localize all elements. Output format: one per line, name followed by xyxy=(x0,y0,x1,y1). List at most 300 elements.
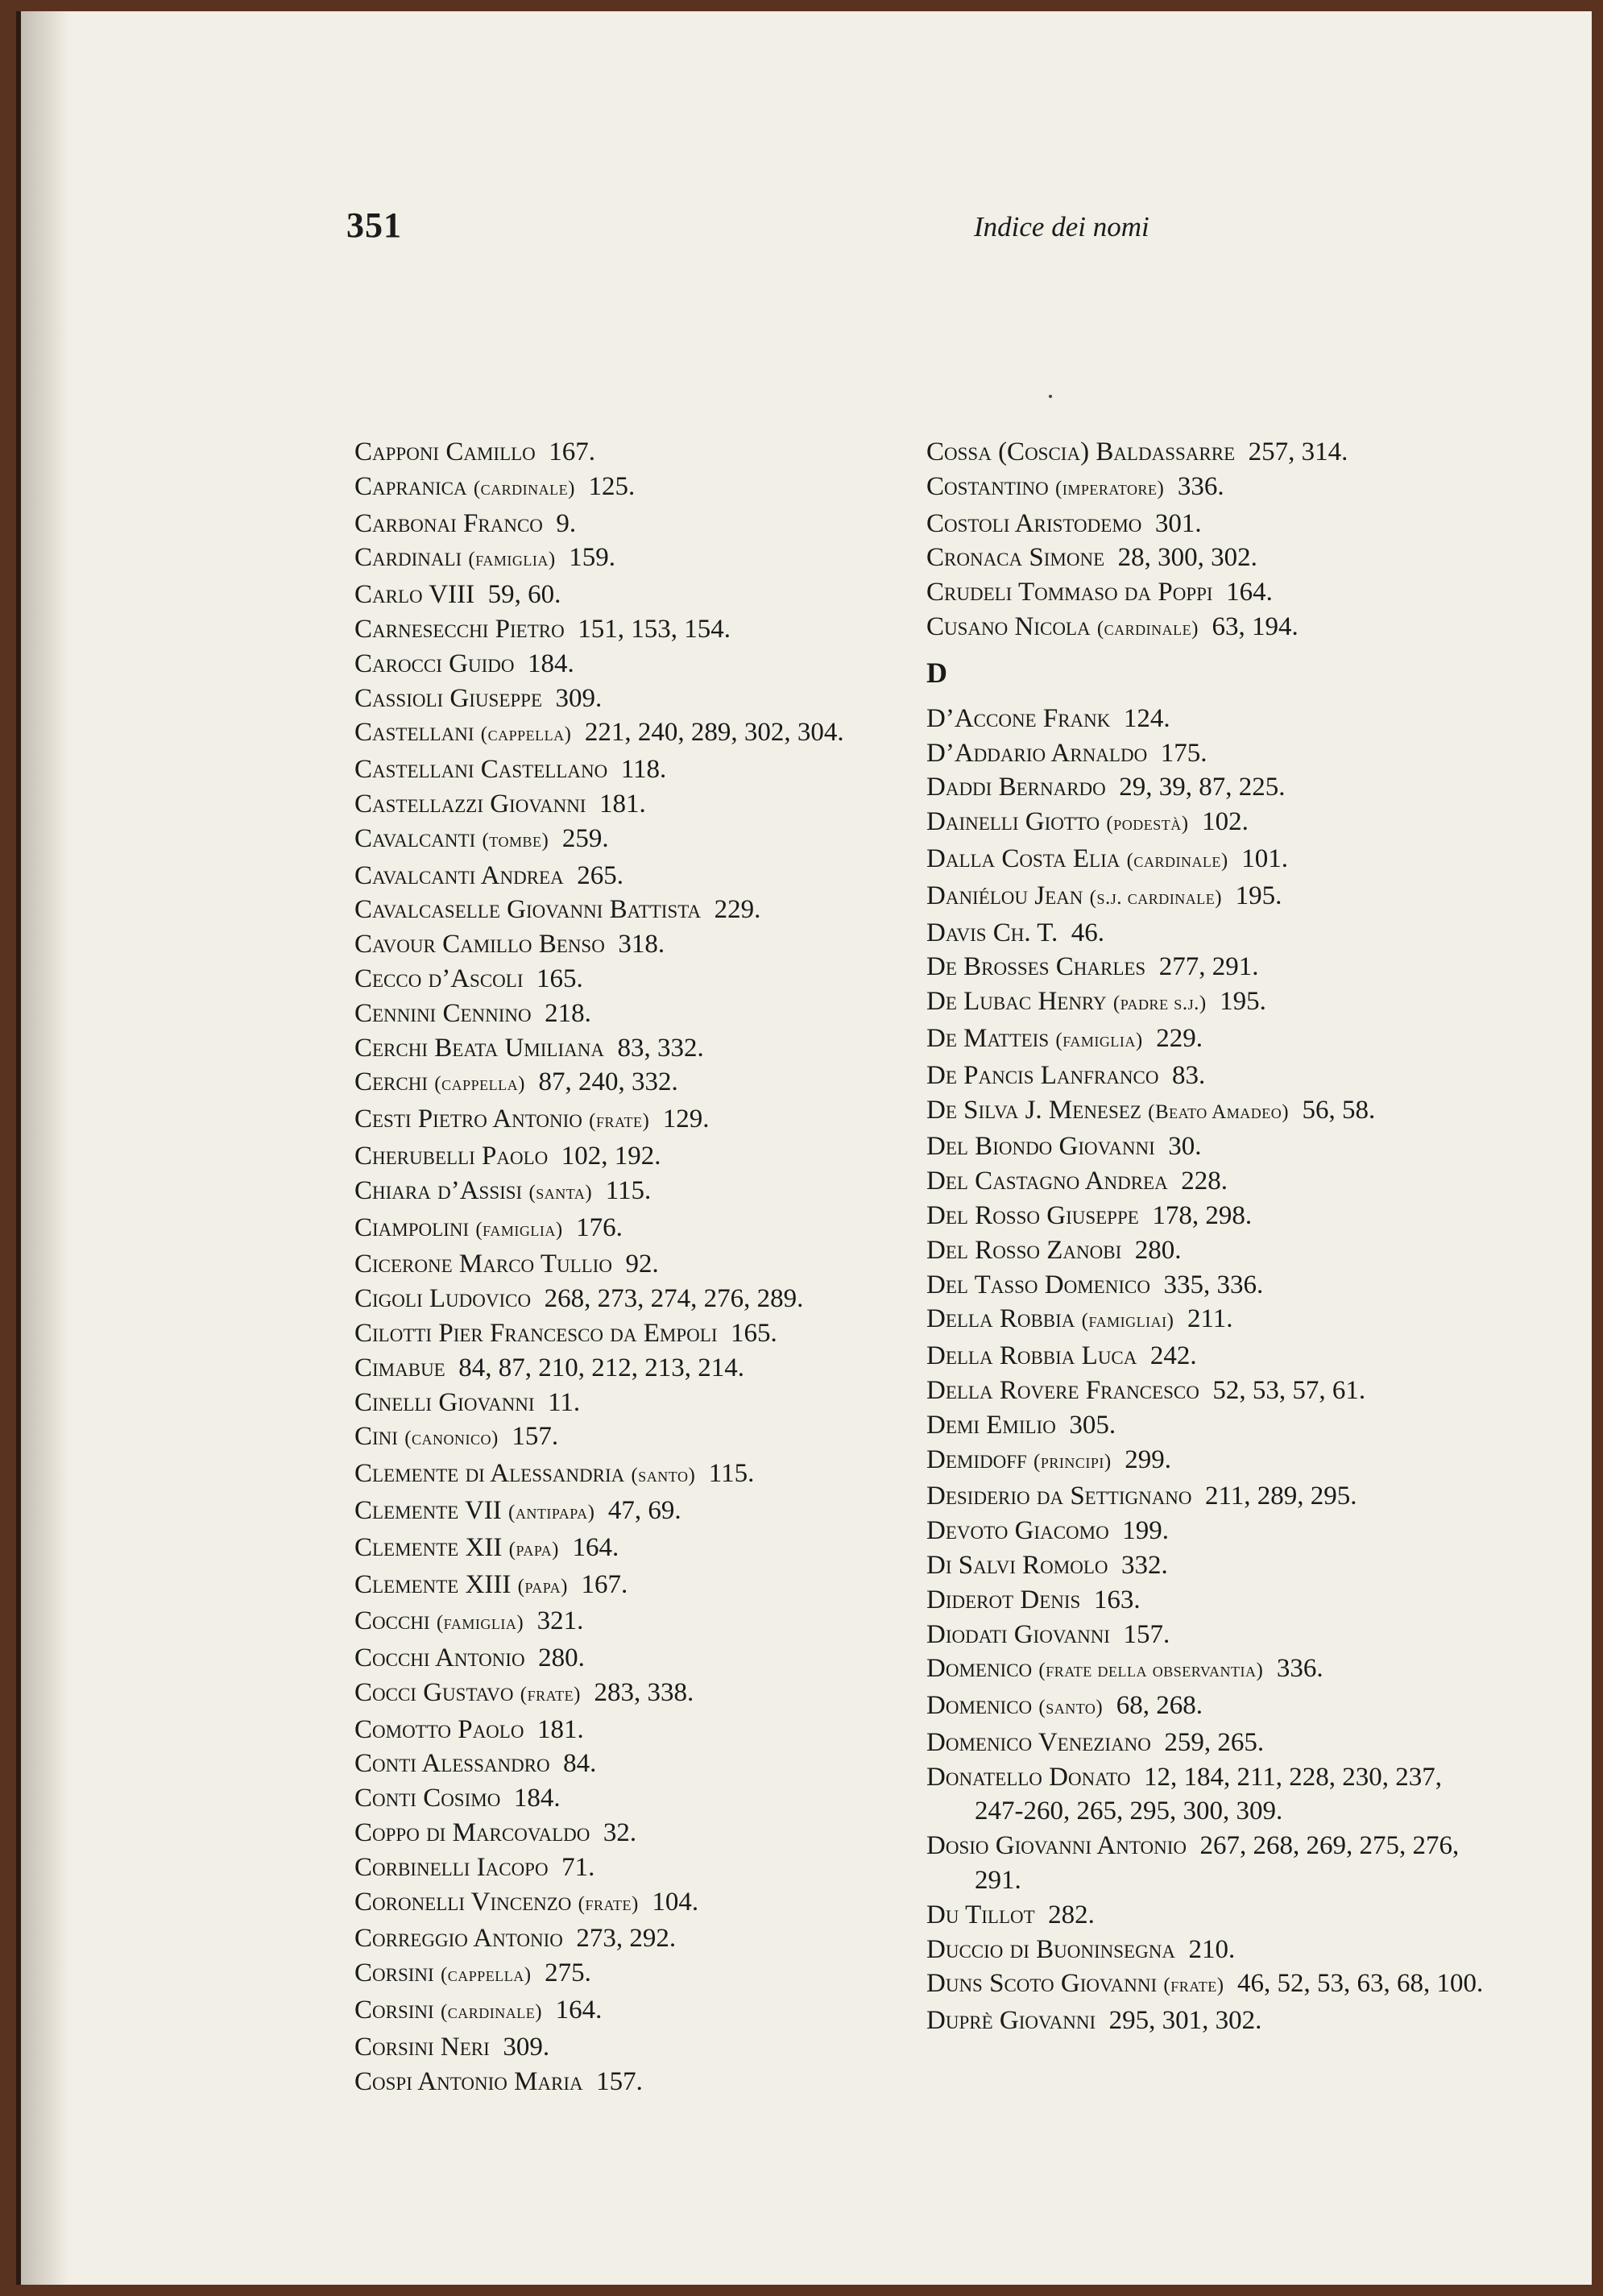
index-entry xyxy=(354,682,902,716)
index-entry xyxy=(926,470,1490,507)
entry-pages: 71. xyxy=(561,1852,595,1882)
entry-name: Cardinali xyxy=(354,543,462,573)
index-entry xyxy=(926,541,1490,575)
entry-name: De Pancis Lanfranco xyxy=(926,1060,1159,1090)
entry-pages: 282. xyxy=(1048,1900,1095,1929)
entry-pages: 102. xyxy=(1202,807,1249,837)
entry-name: Demi Emilio xyxy=(926,1410,1056,1440)
entry-pages: 181. xyxy=(599,789,646,819)
entry-qualifier: (frate) xyxy=(589,1110,650,1133)
entry-pages: 165. xyxy=(730,1318,777,1348)
entry-name: Duccio di Buoninsegna xyxy=(926,1934,1175,1964)
index-entry xyxy=(354,1247,902,1282)
page-number: 351 xyxy=(346,205,402,245)
entry-name: Chiara d’Assisi xyxy=(354,1175,523,1205)
entry-pages: 181. xyxy=(536,1714,584,1744)
entry-qualifier: (santo) xyxy=(1038,1697,1104,1719)
entry-pages: 125. xyxy=(588,471,636,501)
index-entry xyxy=(926,1967,1490,2004)
entry-qualifier: (cappella) xyxy=(480,723,572,746)
index-entry xyxy=(354,2065,902,2099)
entry-name: Crudeli Tommaso da Poppi xyxy=(926,578,1213,607)
index-entry xyxy=(354,1568,902,1605)
entry-pages: 30. xyxy=(1168,1132,1202,1162)
index-entry xyxy=(354,1316,902,1351)
index-entry xyxy=(354,1531,902,1568)
entry-name: Davis Ch. T. xyxy=(926,918,1058,947)
entry-name: Comotto Paolo xyxy=(354,1714,524,1744)
entry-pages: 83, 332. xyxy=(617,1033,704,1063)
index-entry xyxy=(926,950,1490,984)
entry-name: Conti Alessandro xyxy=(354,1749,550,1779)
entry-name: Dalla Costa Elia xyxy=(926,843,1120,873)
index-entry xyxy=(354,1713,902,1747)
entry-qualifier: (podestà) xyxy=(1106,813,1189,835)
index-entry xyxy=(354,822,902,859)
entry-name: Diodati Giovanni xyxy=(926,1619,1110,1649)
index-entry xyxy=(354,1386,902,1420)
entry-pages: 52, 53, 57, 61. xyxy=(1212,1375,1366,1405)
entry-pages: 176. xyxy=(576,1212,623,1242)
entry-name: Del Biondo Giovanni xyxy=(926,1132,1155,1162)
entry-name: Corbinelli Iacopo xyxy=(354,1852,549,1882)
index-entry xyxy=(926,1652,1490,1689)
entry-name: Cocchi Antonio xyxy=(354,1643,525,1673)
entry-qualifier: (frate) xyxy=(520,1683,581,1705)
entry-name: Carbonai Franco xyxy=(354,508,543,538)
entry-name: Di Salvi Romolo xyxy=(926,1550,1108,1580)
entry-pages: 165. xyxy=(536,964,583,993)
entry-pages: 283, 338. xyxy=(594,1677,694,1707)
entry-name: Clemente di Alessandria xyxy=(354,1459,625,1489)
entry-pages: 83. xyxy=(1171,1060,1206,1090)
index-entry xyxy=(926,805,1490,842)
entry-pages: 273, 292. xyxy=(576,1924,677,1954)
entry-name: Desiderio da Settignano xyxy=(926,1482,1192,1511)
entry-qualifier: (cappella) xyxy=(440,1964,532,1987)
entry-name: Cherubelli Paolo xyxy=(354,1141,549,1171)
index-entry xyxy=(926,1164,1490,1199)
index-entry xyxy=(354,1139,902,1174)
entry-pages: 336. xyxy=(1276,1654,1323,1684)
entry-qualifier: (frate della observantia) xyxy=(1038,1660,1264,1682)
entry-pages: 151, 153, 154. xyxy=(578,614,731,644)
entry-name: Conti Cosimo xyxy=(354,1784,501,1813)
entry-pages: 332. xyxy=(1121,1550,1168,1580)
entry-pages: 175. xyxy=(1160,738,1207,768)
index-entry xyxy=(354,1885,902,1922)
entry-pages: 321. xyxy=(536,1606,584,1636)
entry-pages: 259, 265. xyxy=(1164,1727,1265,1757)
entry-name: Cavalcanti xyxy=(354,823,476,853)
index-entry xyxy=(926,1339,1490,1374)
entry-pages: 129. xyxy=(662,1104,710,1134)
entry-pages: 275. xyxy=(545,1958,591,1988)
index-entry xyxy=(926,736,1490,771)
index-entry xyxy=(354,927,902,962)
entry-name: Donatello Donato xyxy=(926,1762,1131,1792)
index-entry xyxy=(354,435,902,470)
entry-pages: 229. xyxy=(1156,1023,1203,1053)
entry-qualifier: (frate) xyxy=(578,1892,639,1915)
entry-qualifier: (santo) xyxy=(631,1465,696,1487)
entry-name: Corsini xyxy=(354,1958,434,1988)
index-entry xyxy=(926,879,1490,916)
index-entry xyxy=(354,1850,902,1885)
entry-qualifier: (cardinale) xyxy=(473,477,575,499)
entry-name: Duprè Giovanni xyxy=(926,2006,1096,2036)
index-entry xyxy=(926,1022,1490,1059)
entry-pages: 267, 268, 269, 275, 276, 291. xyxy=(975,1831,1460,1896)
entry-name: Cesti Pietro Antonio xyxy=(354,1104,582,1134)
index-entry xyxy=(926,1233,1490,1268)
index-entry xyxy=(926,1443,1490,1480)
entry-name: Du Tillot xyxy=(926,1900,1035,1929)
index-entry xyxy=(354,1921,902,1956)
entry-pages: 102, 192. xyxy=(561,1141,661,1171)
index-entry xyxy=(926,1583,1490,1618)
index-entry xyxy=(926,575,1490,610)
entry-pages: 167. xyxy=(581,1569,628,1599)
entry-qualifier: (famiglia) xyxy=(1055,1029,1143,1051)
index-entry xyxy=(354,578,902,612)
entry-pages: 318. xyxy=(618,930,665,959)
entry-pages: 29, 39, 87, 225. xyxy=(1119,773,1286,802)
entry-qualifier: (papa) xyxy=(508,1538,560,1560)
entry-qualifier: (Beato Amadeo) xyxy=(1148,1100,1290,1123)
entry-qualifier: (antipapa) xyxy=(508,1501,595,1523)
entry-name: Diderot Denis xyxy=(926,1585,1081,1614)
entry-name: D’Addario Arnaldo xyxy=(926,738,1148,768)
entry-pages: 92. xyxy=(625,1250,659,1279)
index-entry xyxy=(354,715,902,752)
entry-name: De Silva J. Menesez xyxy=(926,1095,1141,1125)
entry-pages: 301. xyxy=(1154,508,1202,538)
entry-name: Cecco d’Ascoli xyxy=(354,964,524,993)
entry-name: Cassioli Giuseppe xyxy=(354,683,543,713)
entry-pages: 124. xyxy=(1123,703,1170,733)
index-entry xyxy=(926,984,1490,1022)
entry-pages: 167. xyxy=(549,437,596,466)
entry-name: Cronaca Simone xyxy=(926,543,1105,573)
entry-name: Cospi Antonio Maria xyxy=(354,2066,583,2096)
index-entry xyxy=(354,1494,902,1531)
entry-name: Correggio Antonio xyxy=(354,1924,563,1954)
entry-qualifier: (imperatore) xyxy=(1055,477,1165,499)
entry-pages: 164. xyxy=(1226,578,1273,607)
entry-name: Clemente XIII xyxy=(354,1569,512,1599)
entry-name: Domenico xyxy=(926,1654,1033,1684)
entry-qualifier: (canonico) xyxy=(404,1428,499,1450)
entry-qualifier: (s.j. cardinale) xyxy=(1089,886,1223,909)
entry-pages: 336. xyxy=(1177,471,1224,501)
entry-name: Della Rovere Francesco xyxy=(926,1375,1199,1405)
entry-pages: 268, 273, 274, 276, 289. xyxy=(544,1284,804,1314)
entry-name: De Lubac Henry xyxy=(926,987,1107,1017)
entry-name: Del Rosso Giuseppe xyxy=(926,1200,1139,1230)
entry-pages: 335, 336. xyxy=(1163,1270,1264,1299)
entry-pages: 84, 87, 210, 212, 213, 214. xyxy=(458,1353,744,1382)
index-entry xyxy=(354,1676,902,1713)
index-entry xyxy=(926,916,1490,951)
entry-pages: 229. xyxy=(714,895,761,925)
entry-pages: 309. xyxy=(555,683,603,713)
entry-pages: 118. xyxy=(620,755,667,785)
entry-pages: 195. xyxy=(1220,987,1266,1017)
index-entry xyxy=(354,997,902,1031)
entry-pages: 163. xyxy=(1093,1585,1141,1614)
index-entry xyxy=(926,1760,1490,1830)
entry-name: Daniélou Jean xyxy=(926,881,1083,910)
entry-pages: 32. xyxy=(603,1818,637,1848)
entry-pages: 101. xyxy=(1241,843,1289,873)
entry-name: Carnesecchi Pietro xyxy=(354,614,565,644)
entry-pages: 184. xyxy=(513,1784,561,1813)
entry-pages: 46. xyxy=(1071,918,1105,947)
entry-pages: 195. xyxy=(1235,881,1282,910)
entry-pages: 218. xyxy=(545,998,591,1028)
running-title: Indice dei nomi xyxy=(974,211,1149,242)
index-entry xyxy=(926,702,1490,736)
index-entry xyxy=(354,1102,902,1139)
entry-name: Capranica xyxy=(354,471,467,501)
entry-pages: 87, 240, 332. xyxy=(538,1067,678,1097)
entry-name: Duns Scoto Giovanni xyxy=(926,1969,1158,1999)
index-entry xyxy=(926,1093,1490,1130)
entry-pages: 257, 314. xyxy=(1248,437,1348,466)
entry-name: Cinelli Giovanni xyxy=(354,1387,535,1417)
index-entry xyxy=(354,962,902,997)
entry-name: Coppo di Marcovaldo xyxy=(354,1818,590,1848)
entry-qualifier: (famiglia) xyxy=(468,549,556,571)
entry-name: Demidoff xyxy=(926,1444,1027,1474)
entry-name: Domenico Veneziano xyxy=(926,1727,1151,1757)
entry-name: Carocci Guido xyxy=(354,649,515,678)
entry-pages: 63, 194. xyxy=(1212,611,1299,641)
entry-name: Daddi Bernardo xyxy=(926,773,1106,802)
entry-name: Domenico xyxy=(926,1691,1033,1721)
entry-qualifier: (santa) xyxy=(528,1181,593,1204)
entry-name: Castellani Castellano xyxy=(354,755,608,785)
entry-qualifier: (frate) xyxy=(1163,1975,1224,1997)
page-spine-shadow xyxy=(21,11,69,2285)
entry-name: Corsini Neri xyxy=(354,2032,490,2062)
entry-pages: 157. xyxy=(596,2066,643,2096)
entry-pages: 11. xyxy=(548,1387,581,1417)
book-page xyxy=(16,11,1592,2285)
entry-name: Cavalcaselle Giovanni Battista xyxy=(354,895,702,925)
entry-name: Del Rosso Zanobi xyxy=(926,1235,1122,1265)
entry-qualifier: (famiglia) xyxy=(436,1612,524,1635)
index-entry xyxy=(354,507,902,541)
entry-name: Clemente VII xyxy=(354,1495,502,1525)
entry-pages: 164. xyxy=(555,1996,603,2025)
entry-pages: 178, 298. xyxy=(1152,1200,1253,1230)
entry-pages: 199. xyxy=(1122,1516,1169,1546)
entry-name: Capponi Camillo xyxy=(354,437,536,466)
index-entry xyxy=(926,1618,1490,1652)
entry-pages: 47, 69. xyxy=(607,1495,681,1525)
index-section-c-continued xyxy=(926,435,1490,647)
entry-qualifier: (famiglia) xyxy=(475,1218,563,1241)
index-entry xyxy=(926,435,1490,470)
entry-name: Della Robbia xyxy=(926,1304,1075,1334)
entry-name: Costoli Aristodemo xyxy=(926,508,1142,538)
entry-name: Del Castagno Andrea xyxy=(926,1167,1168,1196)
entry-name: Cavalcanti Andrea xyxy=(354,860,564,890)
entry-name: D’Accone Frank xyxy=(926,703,1111,733)
entry-pages: 211, 289, 295. xyxy=(1205,1482,1357,1511)
entry-pages: 280. xyxy=(538,1643,585,1673)
index-entry xyxy=(926,610,1490,647)
entry-name: Devoto Giacomo xyxy=(926,1516,1109,1546)
entry-name: Del Tasso Domenico xyxy=(926,1270,1150,1299)
entry-qualifier: (papa) xyxy=(517,1575,568,1598)
entry-qualifier: (cardinale) xyxy=(440,2001,543,2024)
index-entry xyxy=(926,507,1490,541)
index-entry xyxy=(926,1689,1490,1726)
entry-pages: 277, 291. xyxy=(1158,952,1259,982)
index-entry xyxy=(926,1129,1490,1164)
index-entry xyxy=(926,1268,1490,1303)
entry-name: Cavour Camillo Benso xyxy=(354,930,605,959)
index-entry xyxy=(926,770,1490,805)
entry-qualifier: (famigliai) xyxy=(1081,1310,1174,1332)
index-entry xyxy=(354,1351,902,1386)
entry-name: Carlo VIII xyxy=(354,580,475,610)
entry-pages: 68, 268. xyxy=(1116,1691,1203,1721)
entry-name: Cicerone Marco Tullio xyxy=(354,1250,612,1279)
index-entry xyxy=(354,1816,902,1850)
entry-pages: 164. xyxy=(572,1532,619,1562)
index-entry xyxy=(926,1829,1490,1898)
entry-name: Cini xyxy=(354,1422,398,1452)
entry-pages: 9. xyxy=(556,508,577,538)
entry-pages: 104. xyxy=(652,1887,699,1917)
entry-pages: 265. xyxy=(577,860,623,890)
entry-qualifier: (cappella) xyxy=(434,1073,525,1096)
index-entry xyxy=(354,1174,902,1211)
print-speck xyxy=(1049,395,1052,398)
entry-pages: 210. xyxy=(1188,1934,1236,1964)
index-entry xyxy=(926,1479,1490,1514)
index-entry xyxy=(926,1199,1490,1233)
entry-pages: 228. xyxy=(1181,1167,1228,1196)
index-entry xyxy=(926,1302,1490,1339)
entry-name: Cerchi Beata Umiliana xyxy=(354,1033,604,1063)
index-entry xyxy=(926,1408,1490,1443)
index-entry xyxy=(354,1641,902,1676)
entry-name: Cocchi xyxy=(354,1606,430,1636)
entry-name: Cossa (Coscia) Baldassarre xyxy=(926,437,1236,466)
entry-name: Ciampolini xyxy=(354,1212,470,1242)
entry-name: Cilotti Pier Francesco da Empoli xyxy=(354,1318,718,1348)
entry-pages: 12, 184, 211, 228, 230, 237, 247-260, 265, 295, 300, 309. xyxy=(975,1762,1443,1826)
index-entry xyxy=(926,1548,1490,1583)
entry-pages: 115. xyxy=(708,1459,755,1489)
entry-pages: 309. xyxy=(503,2032,550,2062)
index-column-right xyxy=(926,435,1490,2038)
index-entry xyxy=(354,1747,902,1781)
index-entry xyxy=(354,1993,902,2030)
index-entry xyxy=(354,541,902,578)
entry-pages: 295, 301, 302. xyxy=(1108,2006,1262,2036)
entry-name: De Matteis xyxy=(926,1023,1050,1053)
entry-qualifier: (cardinale) xyxy=(1096,617,1199,640)
entry-name: Cusano Nicola xyxy=(926,611,1091,641)
index-entry xyxy=(354,2030,902,2065)
entry-pages: 280. xyxy=(1134,1235,1182,1265)
entry-pages: 59, 60. xyxy=(487,580,561,610)
index-entry xyxy=(926,1726,1490,1760)
index-entry xyxy=(354,1211,902,1248)
entry-qualifier: (padre s.j.) xyxy=(1112,993,1207,1015)
entry-pages: 157. xyxy=(1123,1619,1170,1649)
index-entry xyxy=(354,1604,902,1641)
index-entry xyxy=(926,1933,1490,1967)
entry-pages: 211. xyxy=(1187,1304,1233,1334)
entry-pages: 46, 52, 53, 63, 68, 100. xyxy=(1237,1969,1484,1999)
entry-qualifier: (tombe) xyxy=(482,829,549,852)
entry-name: Dosio Giovanni Antonio xyxy=(926,1831,1187,1861)
entry-pages: 259. xyxy=(561,823,609,853)
entry-name: Dainelli Giotto xyxy=(926,807,1100,837)
index-entry xyxy=(354,859,902,893)
entry-name: Clemente XII xyxy=(354,1532,503,1562)
entry-pages: 115. xyxy=(605,1175,652,1205)
index-entry xyxy=(354,1419,902,1457)
entry-pages: 242. xyxy=(1149,1341,1197,1371)
index-entry xyxy=(354,1457,902,1494)
index-entry xyxy=(354,1065,902,1102)
index-entry xyxy=(354,1781,902,1816)
entry-pages: 299. xyxy=(1125,1444,1171,1474)
entry-pages: 221, 240, 289, 302, 304. xyxy=(584,718,844,748)
index-column-left xyxy=(354,435,902,2099)
index-entry xyxy=(926,1898,1490,1933)
entry-pages: 184. xyxy=(527,649,574,678)
index-entry xyxy=(926,1059,1490,1093)
index-entry xyxy=(354,787,902,822)
index-entry xyxy=(926,1374,1490,1408)
index-section-d xyxy=(926,702,1490,2038)
entry-name: Coronelli Vincenzo xyxy=(354,1887,572,1917)
entry-qualifier: (cardinale) xyxy=(1126,849,1228,872)
index-entry xyxy=(354,752,902,787)
entry-name: Cerchi xyxy=(354,1067,429,1097)
index-entry xyxy=(354,1031,902,1066)
index-entry xyxy=(926,1514,1490,1548)
entry-name: Cennini Cennino xyxy=(354,998,532,1028)
entry-name: Cigoli Ludovico xyxy=(354,1284,532,1314)
index-entry xyxy=(354,470,902,507)
entry-pages: 56, 58. xyxy=(1302,1095,1376,1125)
entry-pages: 305. xyxy=(1069,1410,1116,1440)
entry-pages: 84. xyxy=(563,1749,597,1779)
entry-qualifier: (principi) xyxy=(1033,1450,1112,1473)
index-entry xyxy=(926,2004,1490,2038)
entry-name: Costantino xyxy=(926,471,1049,501)
entry-name: Corsini xyxy=(354,1996,434,2025)
index-entry xyxy=(354,647,902,682)
entry-pages: 159. xyxy=(569,543,615,573)
index-entry xyxy=(926,842,1490,879)
index-entry xyxy=(354,1282,902,1316)
entry-name: Castellazzi Giovanni xyxy=(354,789,586,819)
entry-name: De Brosses Charles xyxy=(926,952,1146,982)
entry-name: Della Robbia Luca xyxy=(926,1341,1137,1371)
entry-pages: 28, 300, 302. xyxy=(1117,543,1257,573)
